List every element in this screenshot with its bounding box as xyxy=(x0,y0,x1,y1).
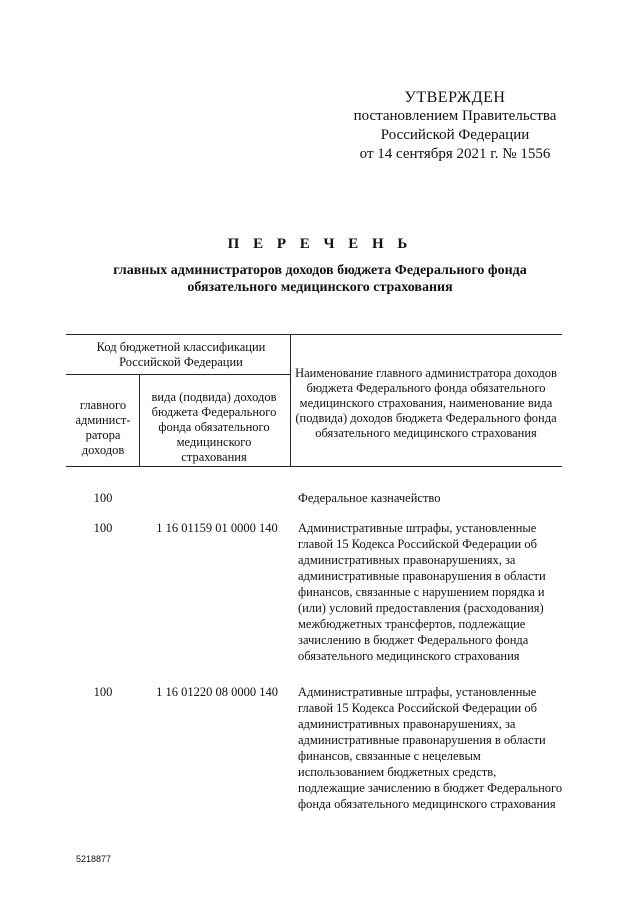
subtitle-line-1: главных администраторов доходов бюджета Федерального фонда xyxy=(113,263,527,278)
row-1-name: Федеральное казначейство xyxy=(298,491,441,505)
table-top-rule xyxy=(66,334,562,335)
document-subtitle xyxy=(60,262,580,296)
header-admin-code: главного админист-ратора доходов xyxy=(75,398,131,457)
row-1-admin-code: 100 xyxy=(93,491,113,505)
document-id: 5218877 xyxy=(76,854,112,864)
approval-heading: УТВЕРЖДЕН xyxy=(404,89,506,106)
approval-line-3: Российской Федерации xyxy=(380,127,530,143)
table-header-bottom-rule xyxy=(66,466,562,467)
document-title: П Е Р Е Ч Е Н Ь xyxy=(227,236,413,252)
header-income-code: вида (подвида) доходов бюджета Федерального фонда обязательного медицинского страхования xyxy=(151,390,277,464)
header-group-rule xyxy=(66,374,290,375)
approval-block xyxy=(340,88,570,164)
header-divider-2 xyxy=(290,334,291,466)
row-2-admin-code: 100 xyxy=(93,521,113,535)
header-name: Наименование главного администратора доходов бюджета Федерального фонда обязательного медицинского страхования, наименование вида (подвида) доходов бюджета Федерального фонда обязательного медицинского страхования xyxy=(295,366,557,440)
subtitle-line-2: обязательного медицинского страхования xyxy=(187,280,453,295)
row-3-admin-code: 100 xyxy=(93,685,113,699)
approval-line-4: от 14 сентября 2021 г. № 1556 xyxy=(359,146,551,162)
row-2-income-code: 1 16 01159 01 0000 140 xyxy=(156,521,278,535)
row-3-name: Административные штрафы, установленные главой 15 Кодекса Российской Федерации об административных правонарушениях, за административные правонарушения в области финансов, связанные с нецелевым использованием бюджетных средств, подлежащие зачислению в бюджет Федерального фонда обязательного медицинского страхования xyxy=(298,685,563,811)
approval-line-2: постановлением Правительства xyxy=(353,108,557,124)
row-2-name: Административные штрафы, установленные главой 15 Кодекса Российской Федерации об административных правонарушениях, за административные правонарушения в области финансов, связанные с нарушением порядка и (или) условий предоставления (расходования) межбюджетных трансфертов, подлежащие зачислению в бюджет Федерального фонда обязательного медицинского страхования xyxy=(298,521,546,663)
header-code-group: Код бюджетной классификации Российской Федерации xyxy=(96,340,266,369)
row-3-income-code: 1 16 01220 08 0000 140 xyxy=(156,685,278,699)
header-divider-1 xyxy=(139,374,140,466)
